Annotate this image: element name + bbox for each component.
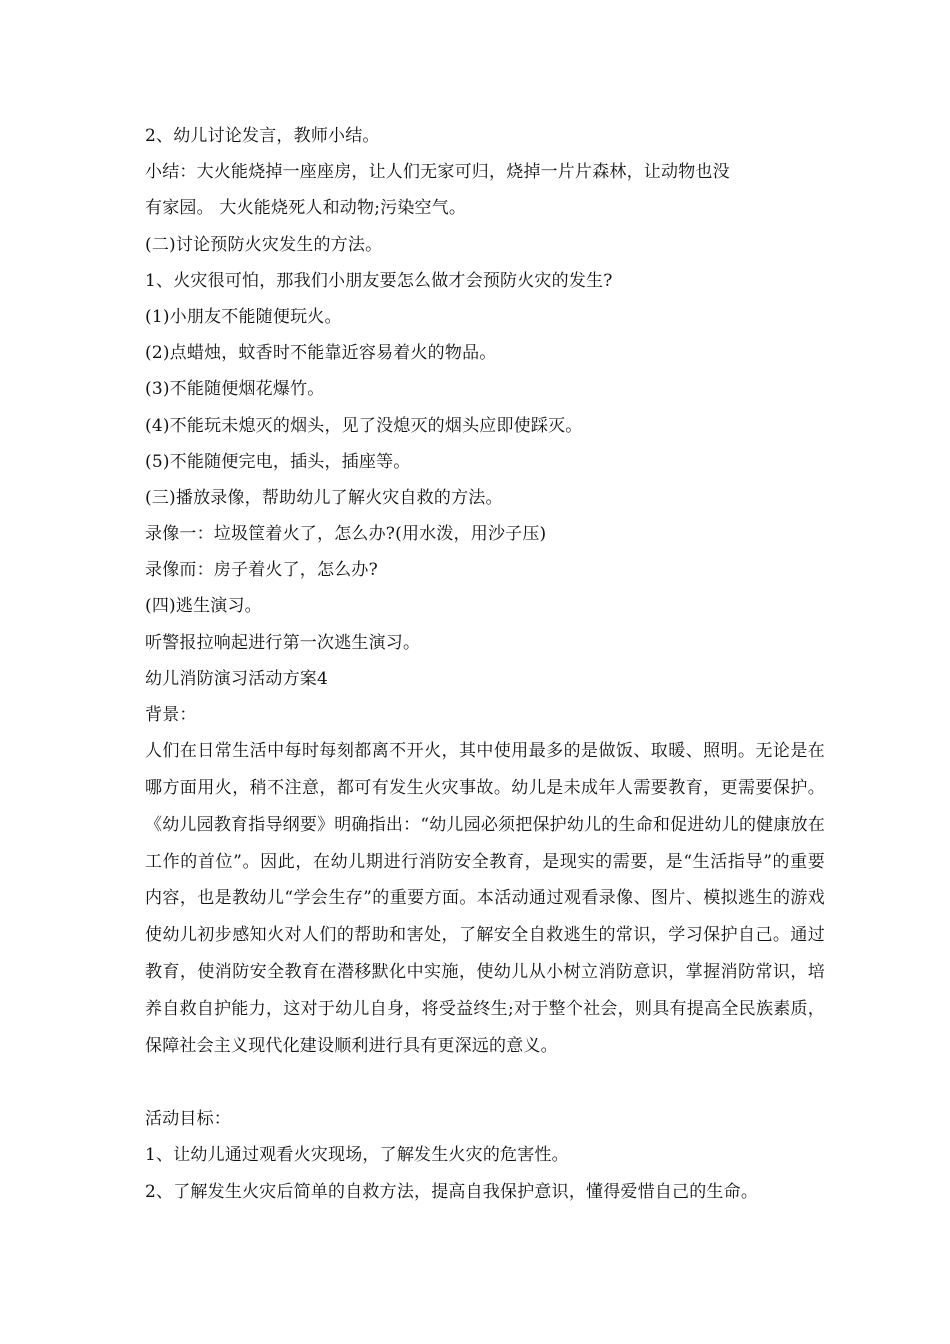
- list-item: (1)小朋友不能随便玩火。: [145, 306, 342, 327]
- list-item: 2、了解发生火灾后简单的自救方法，提高自我保护意识，懂得爱惜自己的生命。: [145, 1181, 759, 1202]
- section-label: 背景：: [145, 705, 197, 725]
- list-item: (2)点蜡烛，蚊香时不能靠近容易着火的物品。: [145, 343, 497, 364]
- section-heading: (四)逃生演习。: [145, 596, 262, 617]
- text-line: 1、火灾很可怕，那我们小朋友要怎么做才会预防火灾的发生?: [145, 270, 613, 291]
- text-line: 2、幼儿讨论发言，教师小结。: [145, 126, 380, 146]
- section-heading: (二)讨论预防火灾发生的方法。: [145, 234, 383, 255]
- document-title: 幼儿消防演习活动方案4: [145, 668, 329, 689]
- section-heading: (三)播放录像，帮助幼儿了解火灾自救的方法。: [145, 487, 503, 508]
- section-label: 活动目标：: [145, 1109, 231, 1130]
- text-line: 录像一：垃圾筐着火了，怎么办?(用水泼，用沙子压): [145, 524, 547, 545]
- text-line: 听警报拉响起进行第一次逃生演习。: [145, 632, 421, 653]
- background-paragraph: 人们在日常生活中每时每刻都离不开火，其中使用最多的是做饭、取暖、照明。无论是在哪方面用火，稍不注意，都可有发生火灾事故。幼儿是未成年人需要教育，更需要保护。《幼儿园教育指导纲要》明确指出：“幼儿园必须把保护幼儿的生命和促进幼儿的健康放在工作的首位”。因此，在幼儿期进行消防安全教育，是现实的需要，是“生活指导”的重要内容，也是教幼儿“学会生存”的重要方面。本活动通过观看录像、图片、模拟逃生的游戏使幼儿初步感知火对人们的帮助和害处，了解安全自救逃生的常识，学习保护自己。通过教育，使消防安全教育在潜移默化中实施，使幼儿从小树立消防意识，掌握消防常识，培养自救自护能力，这对于幼儿自身，将受益终生;对于整个社会，则具有提高全民族素质，保障社会主义现代化建设顺利进行具有更深远的意义。: [145, 741, 825, 1056]
- list-item: 1、让幼儿通过观看火灾现场，了解发生火灾的危害性。: [145, 1145, 569, 1166]
- text-line: 小结：大火能烧掉一座座房，让人们无家可归，烧掉一片片森林，让动物也没: [145, 162, 730, 183]
- list-item: (4)不能玩未熄灭的烟头，见了没熄灭的烟头应即使踩灭。: [145, 415, 583, 436]
- list-item: (5)不能随便完电，插头，插座等。: [145, 451, 411, 472]
- text-line: 有家园。 大火能烧死人和动物;污染空气。: [145, 198, 467, 219]
- document-body: [145, 118, 825, 1210]
- text-line: 录像而：房子着火了，怎么办?: [145, 560, 378, 581]
- list-item: (3)不能随便烟花爆竹。: [145, 379, 325, 400]
